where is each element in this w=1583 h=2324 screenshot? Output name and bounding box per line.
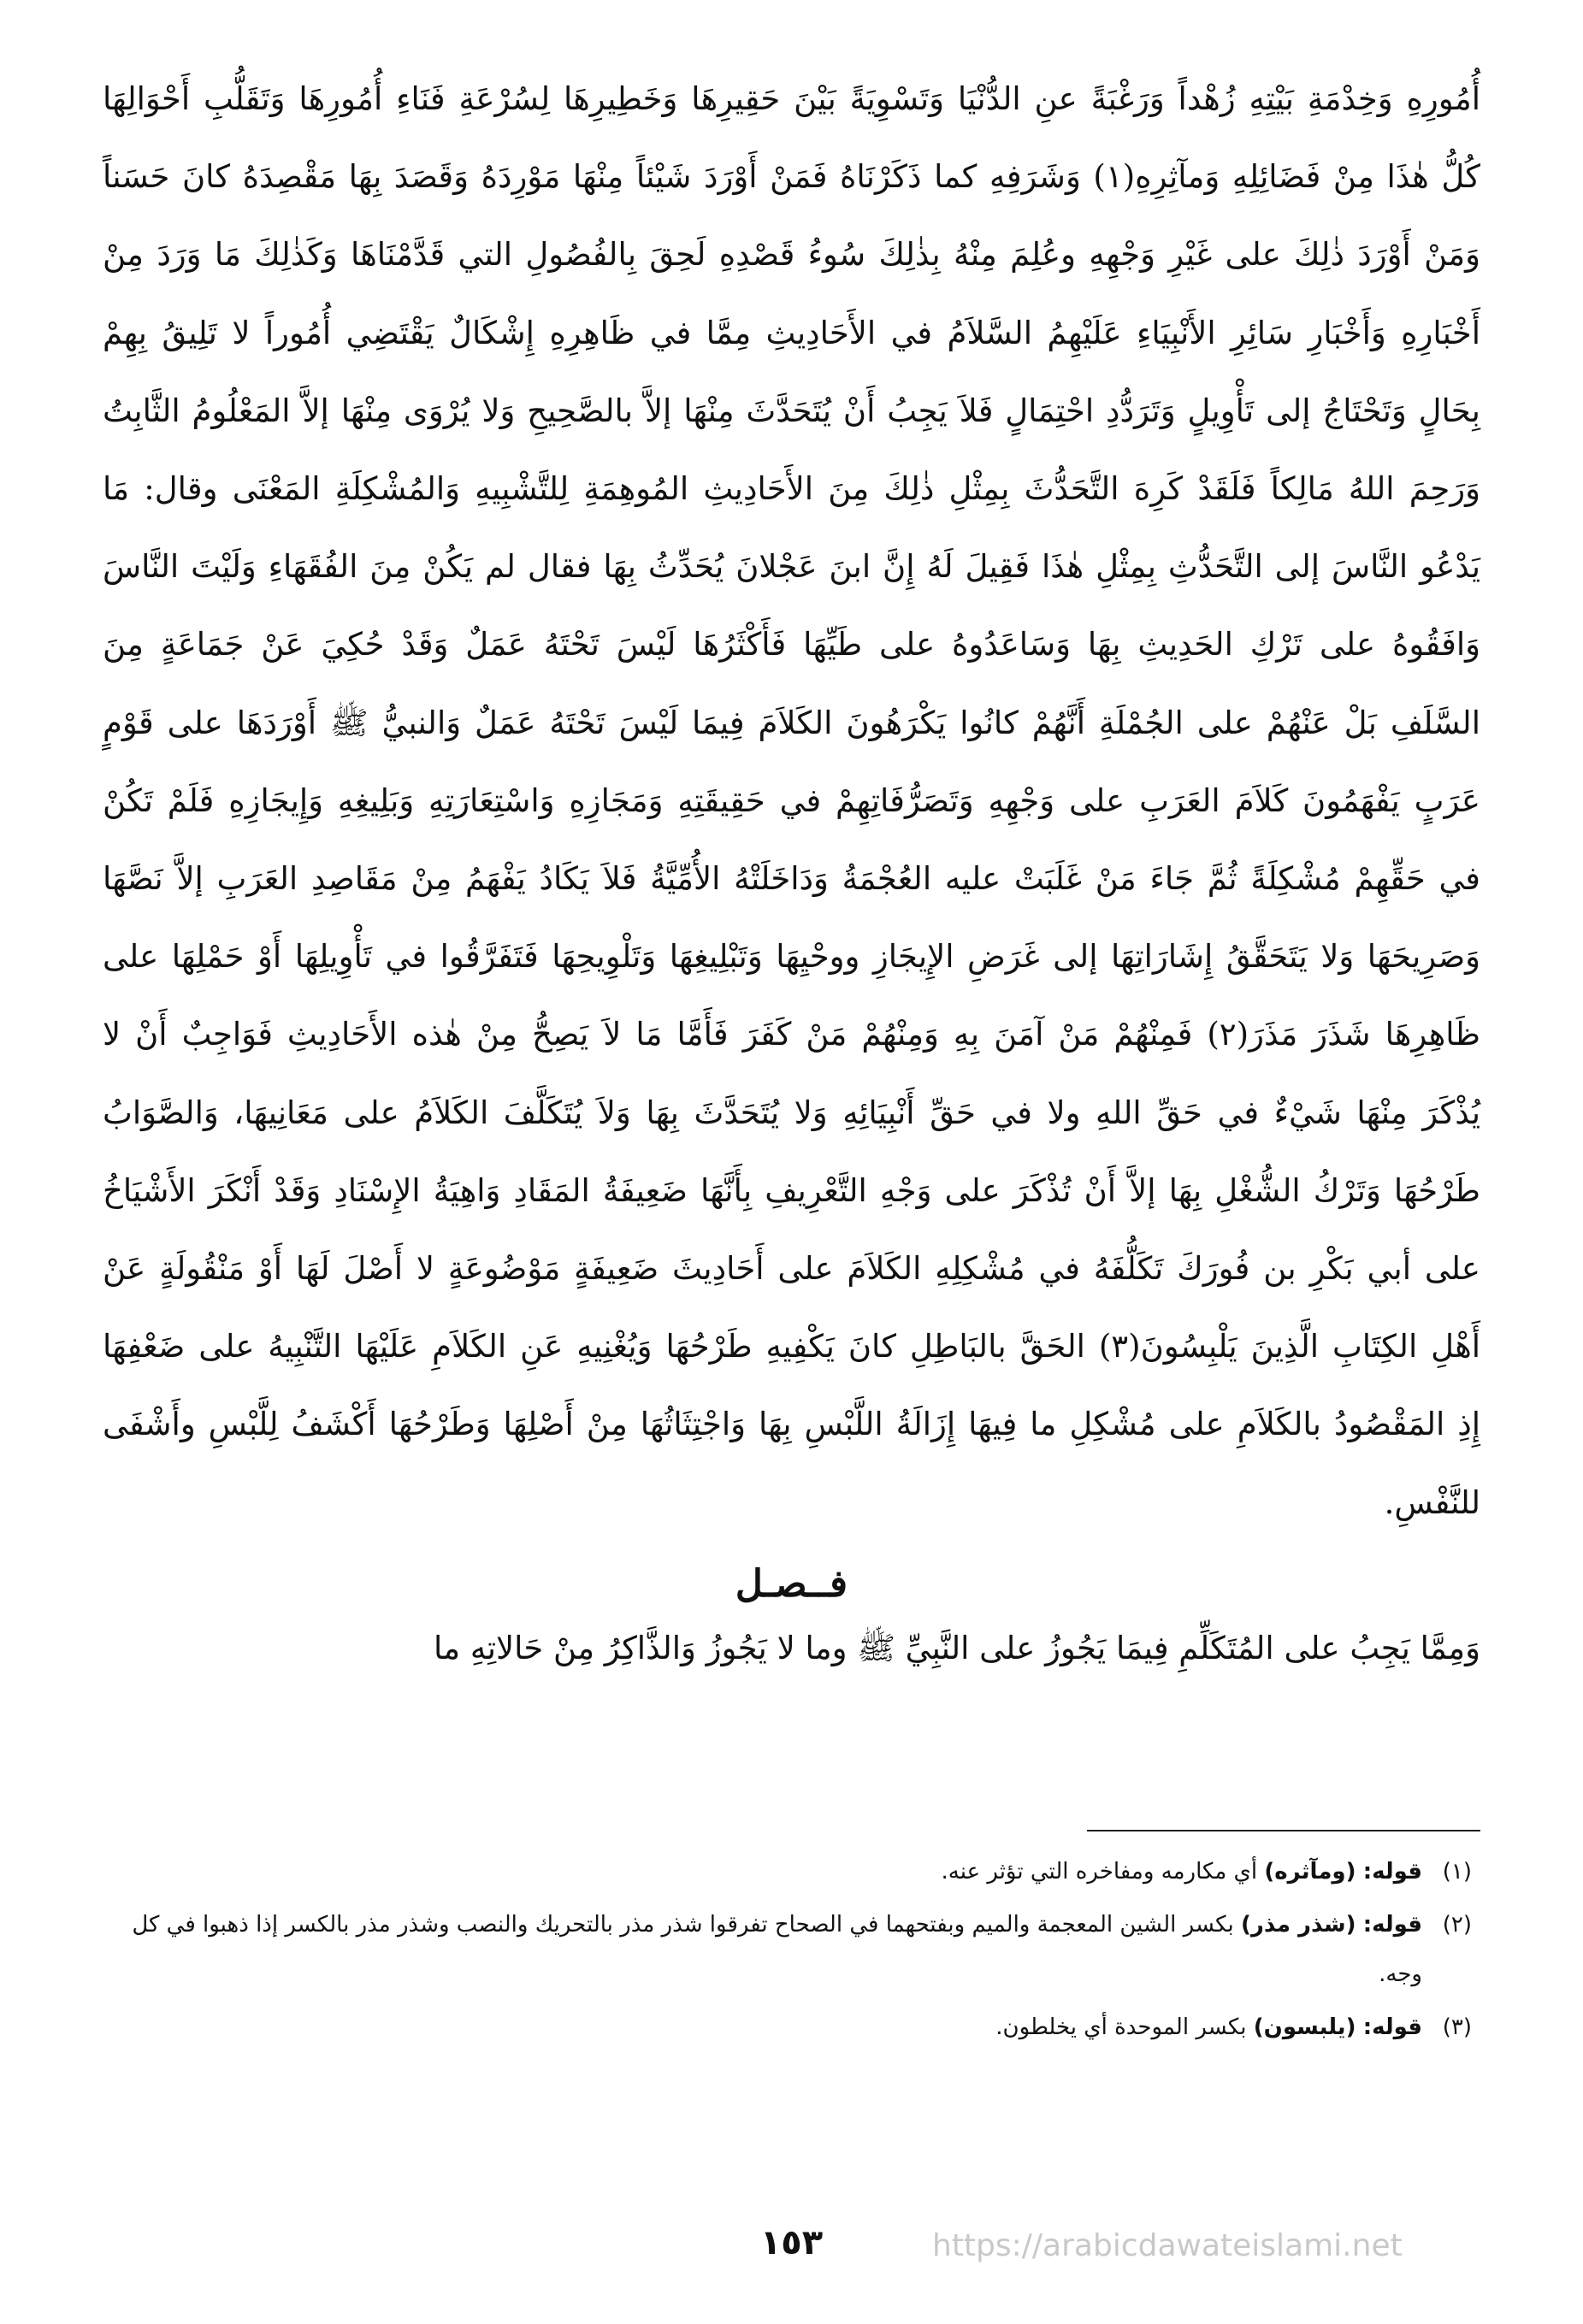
footnote-body (128, 2003, 1422, 2052)
section-heading: فــصـل (735, 1561, 848, 1606)
footnote-3 (128, 2003, 1472, 2052)
footnote-2 (128, 1900, 1472, 1999)
footnotes (128, 1847, 1472, 2056)
footnote-term: (ومآثره) (1264, 1859, 1356, 1885)
footnote-divider (1087, 1830, 1480, 1831)
footnote-term: (شذر مذر) (1241, 1912, 1356, 1938)
footnote-1 (128, 1847, 1472, 1896)
footnote-term: (يلبسون) (1253, 2014, 1356, 2040)
footnote-body (128, 1847, 1422, 1896)
footnote-text: بكسر الموحدة أي يخلطون. (995, 2014, 1247, 2040)
footnote-body (128, 1900, 1422, 1999)
footnote-text: بكسر الشين المعجمة والميم وبفتحهما في الصحاح تفرقوا شذر مذر بالتحريك والنصب وشذر مذر بالكسر إذا ذهبوا في كل وجه. (132, 1912, 1422, 1987)
footnote-text: أي مكارمه ومفاخره التي تؤثر عنه. (941, 1859, 1258, 1885)
body-paragraph: أُمُورِهِ وَخِدْمَةِ بَيْتِهِ زُهْداً وَرَغْبَةً عنِ الدُّنْيَا وَتَسْوِيَةً بَيْنَ حَقِيرِهَا وَخَطِيرِهَا لِسُرْعَةِ فَنَاءِ أُمُورِهَا وَتَقَلُّبِ أَحْوَالِهَا كُلُّ هٰذَا مِنْ فَضَائِلِهِ وَمآثِرِهِ(١) وَشَرَفِهِ كما ذَكَرْنَاهُ فَمَنْ أَوْرَدَ شَيْئاً مِنْهَا مَوْرِدَهُ وَقَصَدَ بِهَا مَقْصِدَهُ كانَ حَسَناً وَمَنْ أَوْرَدَ ذٰلِكَ على غَيْرِ وَجْهِهِ وعُلِمَ مِنْهُ بِذٰلِكَ سُوءُ قَصْدِهِ لَحِقَ بِالفُصُولِ التي قَدَّمْنَاهَا وَكَذٰلِكَ مَا وَرَدَ مِنْ أَخْبَارِهِ وَأَخْبَارِ سَائِرِ الأَنْبِيَاءِ عَلَيْهِمُ السَّلاَمُ في الأَحَادِيثِ مِمَّا في ظَاهِرِهِ إِشْكَالٌ يَقْتَضِي أُمُوراً لا تَلِيقُ بِهِمْ بِحَالٍ وَتَحْتَاجُ إلى تَأْوِيلٍ وَتَرَدُّدِ احْتِمَالٍ فَلاَ يَجِبُ أَنْ يُتَحَدَّثَ مِنْهَا إلاَّ بالصَّحِيحِ وَلا يُرْوَى مِنْهَا إلاَّ المَعْلُومُ الثَّابِتُ وَرَحِمَ اللهُ مَالِكاً فَلَقَدْ كَرِهَ التَّحَدُّثَ بِمِثْلِ ذٰلِكَ مِنَ الأَحَادِيثِ المُوهِمَةِ لِلتَّشْبِيهِ وَالمُشْكِلَةِ المَعْنَى وقال: مَا يَدْعُو النَّاسَ إلى التَّحَدُّثِ بِمِثْلِ هٰذَا فَقِيلَ لَهُ إِنَّ ابنَ عَجْلانَ يُحَدِّثُ بِهَا فقال لم يَكُنْ مِنَ الفُقَهَاءِ وَلَيْتَ النَّاسَ وَافَقُوهُ على تَرْكِ الحَدِيثِ بِهَا وَسَاعَدُوهُ على طَيِّهَا فَأَكْثَرُهَا لَيْسَ تَحْتَهُ عَمَلٌ وَقَدْ حُكِيَ عَنْ جَمَاعَةٍ مِنَ السَّلَفِ بَلْ عَنْهُمْ على الجُمْلَةِ أَنَّهُمْ كانُوا يَكْرَهُونَ الكَلاَمَ فِيمَا لَيْسَ تَحْتَهُ عَمَلٌ وَالنبيُّ ﷺ أَوْرَدَهَا على قَوْمٍ عَرَبٍ يَفْهَمُونَ كَلاَمَ العَرَبِ على وَجْهِهِ وَتَصَرُّفَاتِهِمْ في حَقِيقَتِهِ وَمَجَازِهِ وَاسْتِعَارَتِهِ وَبَلِيغِهِ وَإِيجَازِهِ فَلَمْ تَكُنْ في حَقِّهِمْ مُشْكِلَةً ثُمَّ جَاءَ مَنْ غَلَبَتْ عليه العُجْمَةُ وَدَاخَلَتْهُ الأُمِّيَّةُ فَلاَ يَكَادُ يَفْهَمُ مِنْ مَقَاصِدِ العَرَبِ إلاَّ نَصَّهَا وَصَرِيحَهَا وَلا يَتَحَقَّقُ إِشَارَاتِهَا إلى غَرَضِ الإِيجَازِ ووحْيِهَا وَتَبْلِيغِهَا وَتَلْوِيحِهَا فَتَفَرَّقُوا في تَأْوِيلِهَا أَوْ حَمْلِهَا على ظَاهِرِهَا شَذَرَ مَذَرَ(٢) فَمِنْهُمْ مَنْ آمَنَ بِهِ وَمِنْهُمْ مَنْ كَفَرَ فَأَمَّا مَا لاَ يَصِحُّ مِنْ هٰذه الأَحَادِيثِ فَوَاجِبٌ أَنْ لا يُذْكَرَ مِنْهَا شَيْءٌ في حَقِّ اللهِ ولا في حَقِّ أَنْبِيَائِهِ وَلا يُتَحَدَّثَ بِهَا وَلاَ يُتَكَلَّفَ الكَلاَمُ على مَعَانِيهَا، وَالصَّوَابُ طَرْحُهَا وَتَرْكُ الشُّغْلِ بِهَا إلاَّ أَنْ تُذْكَرَ على وَجْهِ التَّعْرِيفِ بِأَنَّهَا ضَعِيفَةُ المَقَادِ وَاهِيَةُ الإِسْنَادِ وَقَدْ أَنْكَرَ الأَشْيَاخُ على أبي بَكْرِ بن فُورَكَ تَكَلُّفَهُ في مُشْكِلِهِ الكَلاَمَ على أَحَادِيثَ ضَعِيفَةٍ مَوْضُوعَةٍ لا أَصْلَ لَهَا أَوْ مَنْقُولَةٍ عَنْ أَهْلِ الكِتَابِ الَّذِينَ يَلْبِسُونَ(٣) الحَقَّ بالبَاطِلِ كانَ يَكْفِيهِ طَرْحُهَا وَيُغْنِيهِ عَنِ الكَلاَمِ عَلَيْهَا التَّنْبِيهُ على ضَعْفِهَا إِذِ المَقْصُودُ بالكَلاَمِ على مُشْكِلِ ما فِيهَا إِزَالَةُ اللَّبْسِ بِهَا وَاجْتِثَاثُهَا مِنْ أَصْلِهَا وَطَرْحُهَا أَكْشَفُ لِلَّبْسِ وأَشْفَى للنَّفْسِ. (103, 80, 1481, 1521)
footnote-number: (٢) (1442, 1912, 1472, 1938)
footnote-head: قوله: (1362, 1912, 1422, 1938)
footnote-head: قوله: (1362, 2014, 1422, 2040)
section-first-line: وَمِمَّا يَجِبُ على المُتَكَلِّمِ فِيمَا يَجُوزُ على النَّبِيِّ ﷺ وما لا يَجُوزُ وَالذَّاكِرُ مِنْ حَالاتِهِ ما (434, 1629, 1480, 1666)
watermark-url: https://arabicdawateislami.net (932, 2228, 1403, 2263)
page-number: ١٥٣ (759, 2223, 824, 2262)
footnote-head: قوله: (1362, 1859, 1422, 1885)
main-content (103, 60, 1480, 1680)
footnote-number: (٣) (1442, 2014, 1472, 2040)
footnote-number: (١) (1442, 1859, 1472, 1885)
